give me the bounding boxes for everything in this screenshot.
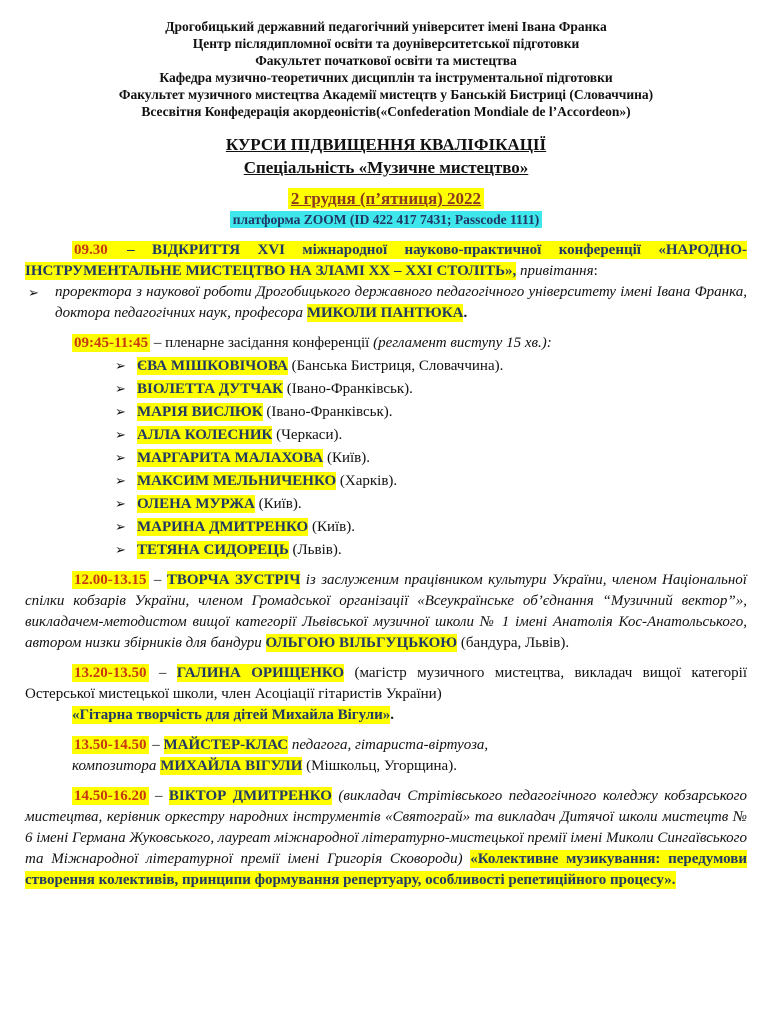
org-line-confederation: Всесвітня Конфедерація акордеоністів(«Confederation Mondiale de l’Accordeon») [141, 104, 631, 119]
title-courses: КУРСИ ПІДВИЩЕННЯ КВАЛІФІКАЦІЇ [225, 135, 547, 154]
session-1350-cont [25, 756, 747, 777]
text-run: (Івано-Франківськ). [262, 404, 393, 420]
speaker-murzha [25, 493, 747, 515]
platform-row [25, 211, 747, 229]
text-run: (Київ). [308, 519, 356, 535]
session-1350 [25, 735, 747, 756]
speaker-sydorets [25, 539, 747, 561]
text-run: (Мішкольц, Угорщина). [302, 758, 457, 774]
date-row [25, 188, 747, 209]
text-run: «Колективне музикування: передумови створення колективів, принципи формування репертуару, особливості репетиційного процесу». [25, 851, 747, 888]
speaker-vysliuk [25, 401, 747, 423]
speaker-dutchak [25, 378, 747, 400]
text-run: (Київ). [323, 450, 370, 466]
text-run: – [148, 665, 177, 681]
text-run: 13.20-13.50 [74, 665, 147, 681]
org-line-faculty-music: Факультет музичного мистецтва Академії мистецтв у Банській Бистриці (Словаччина) [118, 87, 654, 102]
text-run: ОЛЬГОЮ ВІЛЬГУЦЬКОЮ [265, 635, 458, 651]
list-bullet-icon: ➢ [28, 285, 39, 300]
text-run: 09.30 [74, 242, 108, 258]
session-0945 [25, 333, 747, 354]
text-run: проректора з наукової роботи Дрогобицького державного педагогічного університету імені Івана Франка, доктора педагогічних наук, професора [55, 284, 747, 321]
org-line-university: Дрогобицький державний педагогічний університет імені Івана Франка [165, 19, 607, 34]
event-date: 2 грудня (п’ятниця) 2022 [288, 188, 484, 209]
text-run: ТЕТЯНА СИДОРЕЦЬ [137, 542, 289, 558]
session-1450 [25, 786, 747, 891]
session-1200 [25, 570, 747, 654]
org-line-faculty-primary: Факультет початкової освіти та мистецтва [255, 53, 517, 68]
session-1320 [25, 663, 747, 705]
list-bullet-icon: ➢ [115, 473, 126, 488]
text-run: ВІОЛЕТТА ДУТЧАК [137, 381, 284, 397]
org-line-center: Центр післядипломної освіти та доуніверситетської підготовки [192, 36, 580, 51]
text-run: 14.50-16.20 [74, 788, 147, 804]
text-run: МИХАЙЛА ВІГУЛИ [160, 758, 303, 774]
text-run: (викладач Стрітівського педагогічного коледжу кобзарського мистецтва, керівник оркестру народних інструментів «Святограй» та викладач Дитячої школи мистецтв № 6 імені Германа Жуковського, лауреат міжнародної літературно-мистецької премії імені Миколи Сингаївського та Міжнародної літературної премії імені Григорія Сковороди) [25, 788, 748, 867]
text-run: 12.00-13.15 [74, 572, 147, 588]
text-run: (бандура, Львів). [457, 635, 570, 651]
text-run: (Банська Бистриця, Словаччина). [287, 358, 504, 374]
list-bullet-icon: ➢ [115, 450, 126, 465]
text-run: ОЛЕНА МУРЖА [137, 496, 255, 512]
session-1320-topic [25, 705, 747, 726]
text-run: (Івано-Франківськ). [283, 381, 413, 397]
text-run: привітання [520, 263, 594, 279]
greeting-rector [25, 282, 747, 324]
text-run: ВІКТОР ДМИТРЕНКО [168, 788, 332, 804]
text-run: – [148, 788, 169, 804]
list-bullet-icon: ➢ [115, 404, 126, 419]
title-speciality: Спеціальність «Музичне мистецтво» [243, 158, 529, 177]
text-run: – пленарне засідання конференції [150, 335, 374, 351]
list-bullet-icon: ➢ [115, 542, 126, 557]
text-run: – [148, 572, 167, 588]
text-run: 09:45-11:45 [74, 335, 149, 351]
speaker-melnychenko [25, 470, 747, 492]
speaker-mishkovichova [25, 355, 747, 377]
list-bullet-icon: ➢ [115, 358, 126, 373]
text-run: (Київ). [254, 496, 302, 512]
session-0930 [25, 240, 747, 282]
text-run: ЄВА МІШКОВІЧОВА [137, 358, 288, 374]
list-bullet-icon: ➢ [115, 381, 126, 396]
text-run: . [390, 707, 395, 723]
text-run: МАРИНА ДМИТРЕНКО [137, 519, 309, 535]
text-run: МАЙСТЕР-КЛАС [163, 737, 289, 753]
text-run: (Харків). [336, 473, 398, 489]
list-bullet-icon: ➢ [115, 427, 126, 442]
text-run: . [463, 305, 468, 321]
text-run: (регламент виступу 15 хв.): [373, 335, 552, 351]
text-run: – [148, 737, 164, 753]
text-run: «Гітарна творчість для дітей Михайла Вігули» [72, 707, 391, 723]
speaker-kolesnyk [25, 424, 747, 446]
text-run: (Львів). [288, 542, 342, 558]
text-run: ГАЛИНА ОРИЩЕНКО [176, 665, 345, 681]
list-bullet-icon: ➢ [115, 496, 126, 511]
zoom-platform-info: платформа ZOOM (ID 422 417 7431; Passcode 1111) [230, 211, 543, 228]
text-run: АЛЛА КОЛЕСНИК [137, 427, 273, 443]
text-run: – ВІДКРИТТЯ XVI міжнародної науково-практичної конференції «НАРОДНО-ІНСТРУМЕНТАЛЬНЕ МИСТЕЦТВО НА ЗЛАМІ XX – XXI СТОЛІТЬ», [25, 242, 747, 279]
text-run: композитора [72, 758, 161, 774]
speaker-malakhova [25, 447, 747, 469]
document-title [25, 133, 747, 179]
text-run: (магістр музичного мистецтва, викладач вищої категорії Остерської мистецької школи, член Асоціації гітаристів України) [25, 665, 747, 702]
org-line-department: Кафедра музично-теоретичних дисциплін та інструментальної підготовки [159, 70, 613, 85]
program-body [25, 240, 747, 891]
list-bullet-icon: ➢ [115, 519, 126, 534]
text-run: МАКСИМ МЕЛЬНИЧЕНКО [137, 473, 337, 489]
text-run: ТВОРЧА ЗУСТРІЧ [166, 572, 301, 588]
speaker-dmytrenko-maryna [25, 516, 747, 538]
text-run: 13.50-14.50 [74, 737, 147, 753]
text-run: із заслуженим працівником культури України, членом Національної спілки кобзарів України, членом Громадської організації «Всеукраїнське об’єднання “Музичний вектор”», викладачем-методистом вищої категорії Львівської музичної школи № 1 імені Анатолія Кос-Анатольського, автором низки збірників для бандури [25, 572, 747, 651]
text-run: педагога, гітариста-віртуоза, [288, 737, 489, 753]
text-run: : [593, 263, 598, 279]
text-run: МИКОЛИ ПАНТЮКА [306, 305, 464, 321]
text-run: МАРГАРИТА МАЛАХОВА [137, 450, 324, 466]
text-run: МАРІЯ ВИСЛЮК [137, 404, 263, 420]
text-run: (Черкаси). [272, 427, 343, 443]
org-header [25, 18, 747, 120]
